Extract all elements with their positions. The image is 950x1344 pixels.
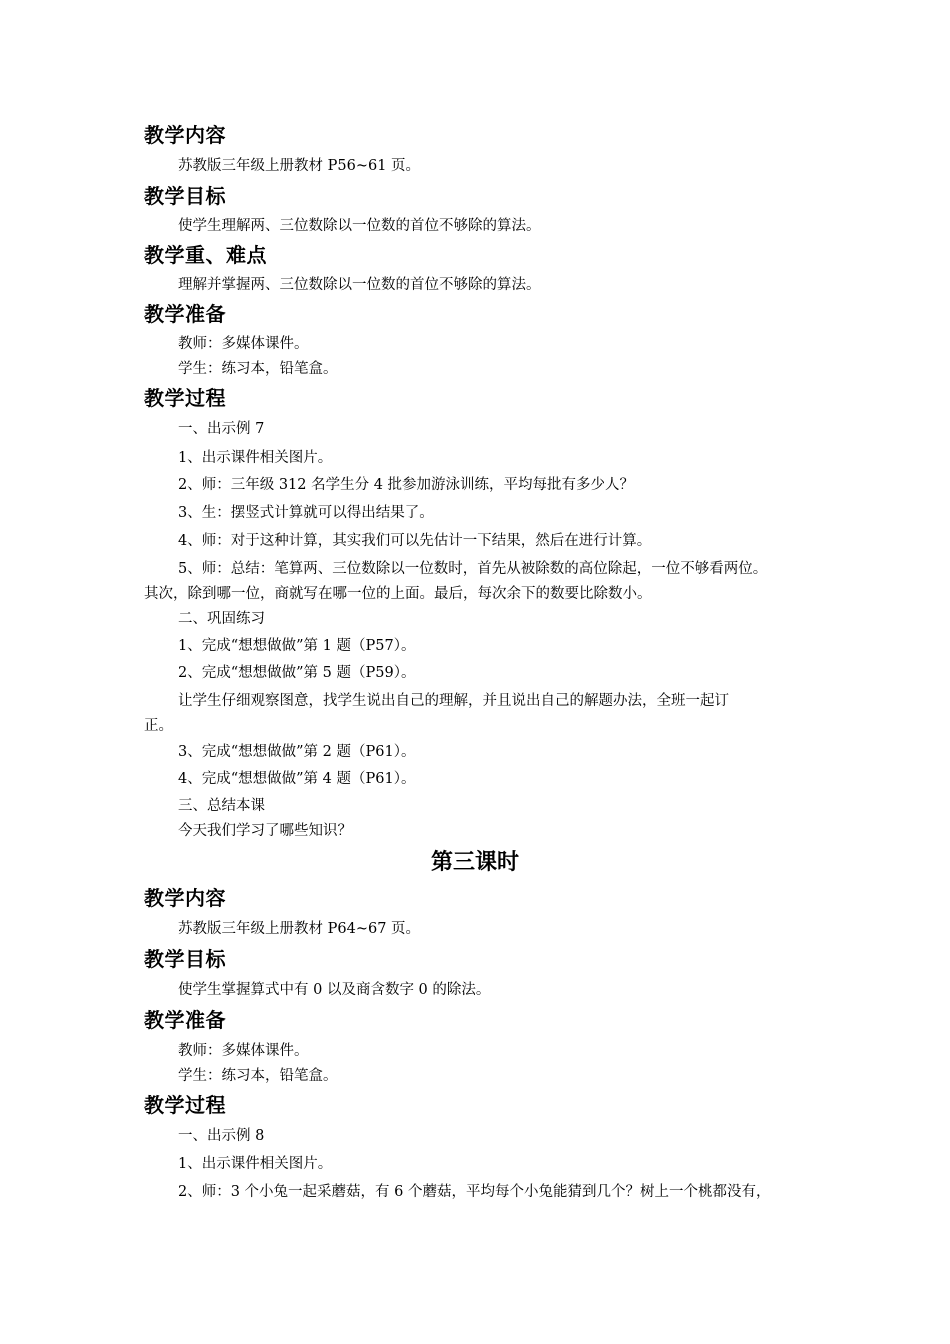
process-line: 5、师：总结：笔算两、三位数除以一位数时，首先从被除数的高位除起，一位不够看两位。 [178, 561, 768, 577]
key-points-text: 理解并掌握两、三位数除以一位数的首位不够除的算法。 [178, 277, 541, 293]
process-line: 3、生：摆竖式计算就可以得出结果了。 [178, 505, 434, 521]
heading-teaching-content: 教学内容 [144, 886, 226, 910]
heading-key-points: 教学重、难点 [144, 243, 267, 267]
process-line: 正。 [144, 718, 173, 734]
process-line: 其次，除到哪一位，商就写在哪一位的上面。最后，每次余下的数要比除数小。 [144, 586, 652, 602]
teaching-goal-text: 使学生掌握算式中有 0 以及商含数字 0 的除法。 [178, 982, 491, 998]
prep-student-text: 学生：练习本，铅笔盒。 [178, 361, 338, 377]
process-line: 一、出示例 8 [178, 1128, 265, 1144]
lesson-title: 第三课时 [430, 850, 519, 875]
prep-teacher-text: 教师：多媒体课件。 [178, 1043, 309, 1059]
heading-teaching-goal: 教学目标 [144, 947, 226, 971]
process-line: 二、巩固练习 [178, 611, 265, 627]
heading-teaching-prep: 教学准备 [144, 1008, 226, 1032]
prep-student-text: 学生：练习本，铅笔盒。 [178, 1068, 338, 1084]
heading-teaching-prep: 教学准备 [144, 302, 226, 326]
process-line: 1、完成“想想做做”第 1 题（P57）。 [178, 638, 416, 654]
heading-teaching-process: 教学过程 [144, 1093, 226, 1117]
heading-teaching-goal: 教学目标 [144, 184, 226, 208]
process-line: 让学生仔细观察图意，找学生说出自己的理解，并且说出自己的解题办法，全班一起订 [178, 693, 729, 709]
heading-teaching-process: 教学过程 [144, 386, 226, 410]
process-line: 4、完成“想想做做”第 4 题（P61）。 [178, 771, 416, 787]
process-line: 今天我们学习了哪些知识？ [178, 823, 352, 839]
teaching-content-text: 苏教版三年级上册教材 P64~67 页。 [178, 921, 421, 937]
process-line: 2、师：三年级 312 名学生分 4 批参加游泳训练，平均每批有多少人？ [178, 477, 635, 493]
process-line: 一、出示例 7 [178, 421, 265, 437]
process-line: 2、师：3 个小兔一起采蘑菇，有 6 个蘑菇，平均每个小兔能猜到几个？树上一个桃都没有， [178, 1184, 771, 1200]
heading-teaching-content: 教学内容 [144, 123, 226, 147]
process-line: 2、完成“想想做做”第 5 题（P59）。 [178, 665, 416, 681]
teaching-content-text: 苏教版三年级上册教材 P56~61 页。 [178, 158, 421, 174]
process-line: 三、总结本课 [178, 798, 265, 814]
teaching-goal-text: 使学生理解两、三位数除以一位数的首位不够除的算法。 [178, 218, 541, 234]
process-line: 3、完成“想想做做”第 2 题（P61）。 [178, 744, 416, 760]
process-line: 1、出示课件相关图片。 [178, 1156, 333, 1172]
process-line: 1、出示课件相关图片。 [178, 450, 333, 466]
prep-teacher-text: 教师：多媒体课件。 [178, 336, 309, 352]
process-line: 4、师：对于这种计算，其实我们可以先估计一下结果，然后在进行计算。 [178, 533, 652, 549]
